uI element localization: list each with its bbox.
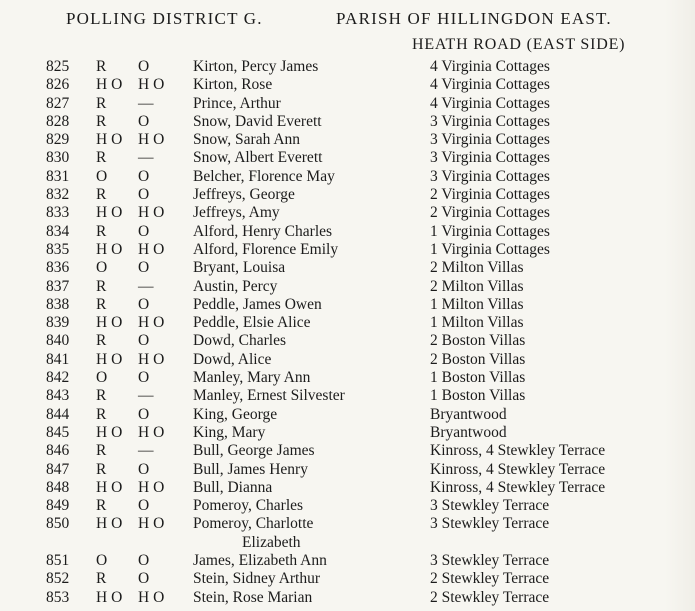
secondary-qualification-code: O [138, 222, 150, 240]
elector-name: Peddle, Elsie Alice [193, 314, 311, 332]
qualification-code: H O [96, 478, 123, 496]
qualification-code: R [96, 332, 107, 350]
secondary-qualification-code: H O [138, 314, 165, 332]
secondary-qualification-code: H O [138, 515, 165, 533]
elector-row [0, 168, 695, 186]
elector-name: Peddle, James Owen [193, 295, 322, 313]
qualification-code: R [96, 387, 107, 405]
secondary-qualification-code: — [138, 277, 154, 295]
elector-number: 846 [46, 442, 70, 460]
elector-number: 837 [46, 277, 70, 295]
secondary-qualification-code: — [138, 149, 154, 167]
elector-address: 3 Stewkley Terrace [430, 515, 550, 533]
qualification-code: R [96, 94, 107, 112]
elector-name: King, George [193, 405, 278, 423]
elector-number: 847 [46, 460, 70, 478]
elector-address: 2 Boston Villas [430, 332, 526, 350]
elector-address: 1 Boston Villas [430, 369, 526, 387]
qualification-code: O [96, 167, 108, 185]
elector-address: 2 Boston Villas [430, 350, 526, 368]
elector-row [0, 479, 695, 497]
elector-address: 1 Virginia Cottages [430, 240, 550, 258]
secondary-qualification-code: H O [138, 204, 165, 222]
elector-address: Kinross, 4 Stewkley Terrace [430, 460, 606, 478]
qualification-code: O [96, 259, 108, 277]
secondary-qualification-code: — [138, 94, 154, 112]
elector-name: Bull, James Henry [193, 460, 308, 478]
qualification-code: H O [96, 423, 123, 441]
elector-address: 2 Virginia Cottages [430, 204, 550, 222]
elector-name: Pomeroy, Charlotte [193, 515, 314, 533]
elector-name: Dowd, Charles [193, 332, 286, 350]
secondary-qualification-code: O [138, 259, 150, 277]
secondary-qualification-code: O [138, 405, 150, 423]
qualification-code: H O [96, 240, 123, 258]
elector-address: 3 Stewkley Terrace [430, 552, 550, 570]
secondary-qualification-code: H O [138, 240, 165, 258]
elector-row [0, 241, 695, 259]
elector-name: Prince, Arthur [193, 94, 281, 112]
elector-number: 829 [46, 131, 70, 149]
secondary-qualification-code: O [138, 112, 150, 130]
qualification-code: R [96, 112, 107, 130]
elector-address: 1 Milton Villas [430, 314, 524, 332]
elector-row [0, 387, 695, 405]
qualification-code: R [96, 58, 107, 75]
elector-number: 833 [46, 204, 70, 222]
elector-row [0, 314, 695, 332]
secondary-qualification-code: H O [138, 131, 165, 149]
secondary-qualification-code: O [138, 58, 150, 75]
elector-number: 845 [46, 423, 70, 441]
qualification-code: H O [96, 515, 123, 533]
elector-name: Kirton, Rose [193, 76, 273, 94]
elector-number: 849 [46, 497, 70, 515]
elector-name: Kirton, Percy James [193, 58, 319, 75]
elector-name: Manley, Mary Ann [193, 369, 311, 387]
elector-address: 3 Virginia Cottages [430, 112, 550, 130]
elector-row [0, 204, 695, 222]
secondary-qualification-code: H O [138, 76, 165, 94]
elector-address: Bryantwood [430, 423, 507, 441]
secondary-qualification-code: O [138, 186, 150, 204]
elector-number: 834 [46, 222, 70, 240]
elector-row [0, 131, 695, 149]
elector-address: 2 Virginia Cottages [430, 186, 550, 204]
secondary-qualification-code: O [138, 460, 150, 478]
elector-address: 3 Virginia Cottages [430, 131, 550, 149]
parish-heading: PARISH OF HILLINGDON EAST. [336, 9, 612, 28]
elector-address: 4 Virginia Cottages [430, 58, 550, 75]
qualification-code: R [96, 295, 107, 313]
elector-row [0, 515, 695, 533]
elector-name: Dowd, Alice [193, 350, 272, 368]
elector-name: Manley, Ernest Silvester [193, 387, 345, 405]
elector-name: Snow, Sarah Ann [193, 131, 301, 149]
secondary-qualification-code: O [138, 295, 150, 313]
qualification-code: R [96, 497, 107, 515]
elector-number: 844 [46, 405, 70, 423]
qualification-code: R [96, 277, 107, 295]
elector-name: Bull, Dianna [193, 478, 273, 496]
qualification-code: R [96, 442, 107, 460]
secondary-qualification-code: H O [138, 423, 165, 441]
elector-number: 853 [46, 588, 70, 606]
secondary-qualification-code: O [138, 167, 150, 185]
qualification-code: H O [96, 204, 123, 222]
elector-name: Bull, George James [193, 442, 315, 460]
elector-number: 828 [46, 112, 70, 130]
elector-row [0, 424, 695, 442]
polling-district-heading: POLLING DISTRICT G. [66, 9, 263, 28]
elector-name: Pomeroy, Charles [193, 497, 304, 515]
elector-row [0, 351, 695, 369]
elector-number: 838 [46, 295, 70, 313]
elector-name: Austin, Percy [193, 277, 278, 295]
qualification-code: R [96, 222, 107, 240]
elector-row [0, 259, 695, 277]
elector-address: 2 Milton Villas [430, 277, 524, 295]
secondary-qualification-code: O [138, 332, 150, 350]
secondary-qualification-code: O [138, 552, 150, 570]
elector-name: Alford, Florence Emily [193, 240, 339, 258]
qualification-code: R [96, 186, 107, 204]
secondary-qualification-code: O [138, 497, 150, 515]
elector-name: Jeffreys, Amy [193, 204, 280, 222]
secondary-qualification-code: — [138, 387, 154, 405]
secondary-qualification-code: O [138, 369, 150, 387]
elector-name: Bryant, Louisa [193, 259, 286, 277]
elector-number: 842 [46, 369, 70, 387]
elector-number: 826 [46, 76, 70, 94]
elector-row [0, 589, 695, 607]
elector-row [0, 570, 695, 588]
elector-name: Snow, Albert Everett [193, 149, 323, 167]
elector-number: 843 [46, 387, 70, 405]
secondary-qualification-code: H O [138, 588, 165, 606]
qualification-code: H O [96, 76, 123, 94]
elector-number: 852 [46, 570, 70, 588]
elector-row [0, 552, 695, 570]
qualification-code: H O [96, 588, 123, 606]
elector-row [0, 223, 695, 241]
elector-name: James, Elizabeth Ann [193, 552, 327, 570]
qualification-code: R [96, 460, 107, 478]
elector-number: 841 [46, 350, 70, 368]
secondary-qualification-code: — [138, 442, 154, 460]
elector-number: 839 [46, 314, 70, 332]
elector-address: 1 Virginia Cottages [430, 222, 550, 240]
elector-list [0, 58, 695, 607]
elector-address: 1 Milton Villas [430, 295, 524, 313]
elector-row-continuation [0, 534, 695, 552]
elector-name: Jeffreys, George [193, 186, 295, 204]
elector-row [0, 332, 695, 350]
elector-row [0, 149, 695, 167]
elector-row [0, 186, 695, 204]
elector-row [0, 278, 695, 296]
elector-row [0, 296, 695, 314]
elector-address: Kinross, 4 Stewkley Terrace [430, 442, 606, 460]
elector-row [0, 497, 695, 515]
elector-number: 825 [46, 58, 70, 75]
elector-row [0, 113, 695, 131]
elector-name: King, Mary [193, 423, 266, 441]
elector-row [0, 442, 695, 460]
secondary-qualification-code: O [138, 570, 150, 588]
street-heading: HEATH ROAD (EAST SIDE) [412, 36, 626, 53]
elector-address: 4 Virginia Cottages [430, 94, 550, 112]
elector-address: 3 Virginia Cottages [430, 149, 550, 167]
elector-address: 3 Virginia Cottages [430, 167, 550, 185]
elector-address: 2 Stewkley Terrace [430, 570, 550, 588]
elector-number: 851 [46, 552, 70, 570]
elector-number: 835 [46, 240, 70, 258]
elector-name: Stein, Rose Marian [193, 588, 313, 606]
qualification-code: O [96, 552, 108, 570]
qualification-code: O [96, 369, 108, 387]
elector-address: Kinross, 4 Stewkley Terrace [430, 478, 606, 496]
elector-number: 850 [46, 515, 70, 533]
page-edge [665, 0, 695, 611]
elector-row [0, 95, 695, 113]
elector-number: 836 [46, 259, 70, 277]
qualification-code: H O [96, 350, 123, 368]
elector-address: 3 Stewkley Terrace [430, 497, 550, 515]
elector-address: 2 Milton Villas [430, 259, 524, 277]
elector-row [0, 406, 695, 424]
secondary-qualification-code: H O [138, 350, 165, 368]
qualification-code: R [96, 570, 107, 588]
elector-number: 827 [46, 94, 70, 112]
elector-address: 1 Boston Villas [430, 387, 526, 405]
elector-number: 830 [46, 149, 70, 167]
secondary-qualification-code: H O [138, 478, 165, 496]
elector-number: 831 [46, 167, 70, 185]
elector-name: Alford, Henry Charles [193, 222, 333, 240]
elector-address: Bryantwood [430, 405, 507, 423]
qualification-code: R [96, 405, 107, 423]
elector-number: 840 [46, 332, 70, 350]
elector-row [0, 58, 695, 76]
elector-address: 2 Stewkley Terrace [430, 588, 550, 606]
elector-number: 832 [46, 186, 70, 204]
elector-name: Elizabeth [242, 533, 301, 551]
qualification-code: R [96, 149, 107, 167]
qualification-code: H O [96, 314, 123, 332]
elector-number: 848 [46, 478, 70, 496]
elector-row [0, 461, 695, 479]
elector-name: Stein, Sidney Arthur [193, 570, 321, 588]
elector-row [0, 76, 695, 94]
elector-name: Snow, David Everett [193, 112, 322, 130]
elector-name: Belcher, Florence May [193, 167, 335, 185]
qualification-code: H O [96, 131, 123, 149]
elector-address: 4 Virginia Cottages [430, 76, 550, 94]
elector-row [0, 369, 695, 387]
